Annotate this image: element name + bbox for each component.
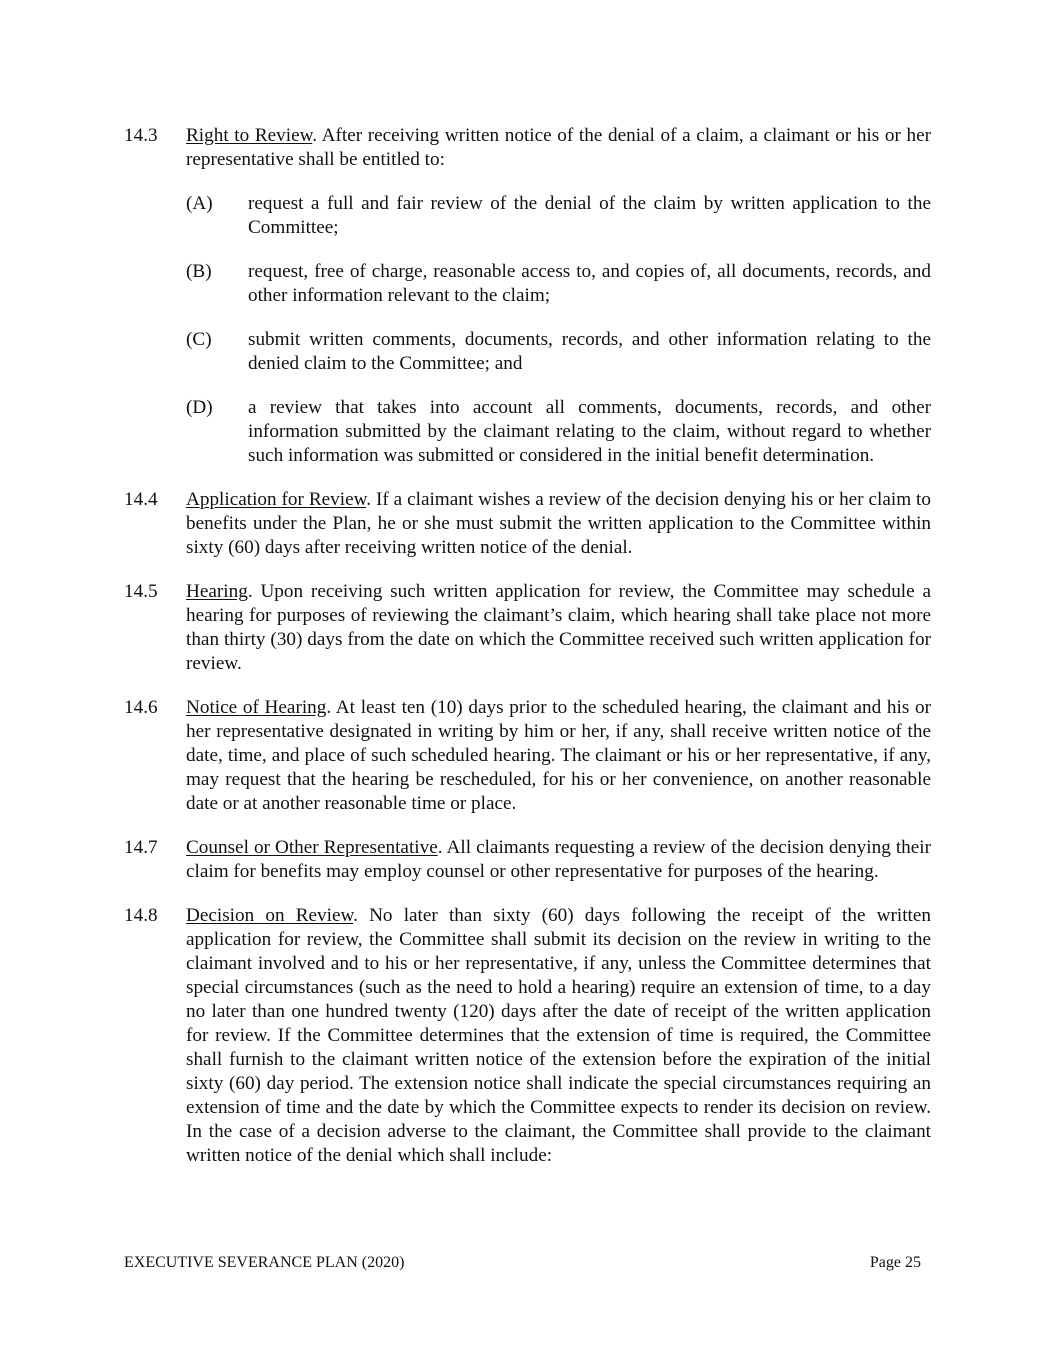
section-text: . Upon receiving such written application for review, the Committee may schedule a hearing for purposes of reviewing the claimant’s claim, which hearing shall take place not more than thirty (30) days from the date on which the Committee received such written application for review.: [186, 581, 931, 674]
list-item: [186, 192, 931, 240]
section-text: . If a claimant wishes a review of the decision denying his or her claim to benefits under the Plan, he or she must submit the written application to the Committee within sixty (60) days after receiving written notice of the denial.: [186, 489, 931, 558]
footer-title: EXECUTIVE SEVERANCE PLAN (2020): [124, 1254, 405, 1271]
section-paragraph: [186, 488, 931, 560]
list-item: [186, 396, 931, 468]
item-text: request a full and fair review of the denial of the claim by written application to the Committee;: [248, 193, 931, 238]
section-heading: Right to Review: [186, 125, 313, 146]
section-number: 14.4: [124, 489, 158, 510]
section-text: . All claimants requesting a review of the decision denying their claim for benefits may employ counsel or other representative for purposes of the hearing.: [186, 837, 932, 882]
page-footer: [124, 1253, 921, 1273]
section-paragraph: [186, 904, 931, 1168]
section-14-8: [124, 904, 931, 1168]
section-number: 14.6: [124, 697, 158, 718]
section-text: . No later than sixty (60) days following the receipt of the written application for review, the Committee shall submit its decision on the review in writing to the claimant involved and to his or her representative, if any, unless the Committee determines that special circumstances (such as the need to hold a hearing) require an extension of time, to a day no later than one hundred twenty (120) days after the date of receipt of the written application for review. If the Committee determines that the extension of time is required, the Committee shall furnish to the claimant written notice of the extension before the expiration of the initial sixty (60) day period. The extension notice shall indicate the special circumstances requiring an extension of time and the date by which the Committee expects to render its decision on review. In the case of a decision adverse to the claimant, the Committee shall provide to the claimant written notice of the denial which shall include:: [186, 905, 932, 1166]
document-body: [124, 124, 931, 1188]
item-label: (D): [186, 397, 213, 418]
section-body: [186, 124, 931, 468]
section-heading: Hearing: [186, 581, 248, 602]
section-paragraph: [186, 836, 931, 884]
section-body: [186, 580, 931, 676]
section-number: 14.3: [124, 125, 158, 146]
section-paragraph: [186, 696, 931, 816]
section-body: [186, 488, 931, 560]
item-text: a review that takes into account all comments, documents, records, and other information submitted by the claimant relating to the claim, without regard to whether such information was submitted or considered in the initial benefit determination.: [248, 397, 931, 466]
item-text: request, free of charge, reasonable access to, and copies of, all documents, records, and other information relevant to the claim;: [248, 261, 931, 306]
list-item: [186, 328, 931, 376]
section-14-5: [124, 580, 931, 676]
section-14-7: [124, 836, 931, 884]
item-label: (B): [186, 261, 212, 282]
item-list: [186, 192, 931, 468]
section-14-6: [124, 696, 931, 816]
section-14-4: [124, 488, 931, 560]
item-text: submit written comments, documents, records, and other information relating to the denied claim to the Committee; and: [248, 329, 931, 374]
item-label: (C): [186, 329, 212, 350]
section-heading: Counsel or Other Representative: [186, 837, 438, 858]
section-heading: Notice of Hearing: [186, 697, 327, 718]
section-text: . At least ten (10) days prior to the scheduled hearing, the claimant and his or her representative designated in writing by him or her, if any, shall receive written notice of the date, time, and place of such scheduled hearing. The claimant or his or her representative, if any, may request that the hearing be rescheduled, for his or her convenience, on another reasonable date or at another reasonable time or place.: [186, 697, 931, 814]
section-body: [186, 904, 931, 1168]
section-14-3: [124, 124, 931, 468]
page-number: Page 25: [869, 1254, 921, 1271]
section-text: . After receiving written notice of the denial of a claim, a claimant or his or her representative shall be entitled to:: [186, 125, 932, 170]
section-heading: Decision on Review: [186, 905, 354, 926]
section-number: 14.8: [124, 905, 158, 926]
item-label: (A): [186, 193, 213, 214]
section-number: 14.7: [124, 837, 158, 858]
section-body: [186, 836, 931, 884]
section-paragraph: [186, 580, 931, 676]
list-item: [186, 260, 931, 308]
section-paragraph: [186, 124, 931, 172]
section-heading: Application for Review: [186, 489, 367, 510]
section-number: 14.5: [124, 581, 158, 602]
section-body: [186, 696, 931, 816]
